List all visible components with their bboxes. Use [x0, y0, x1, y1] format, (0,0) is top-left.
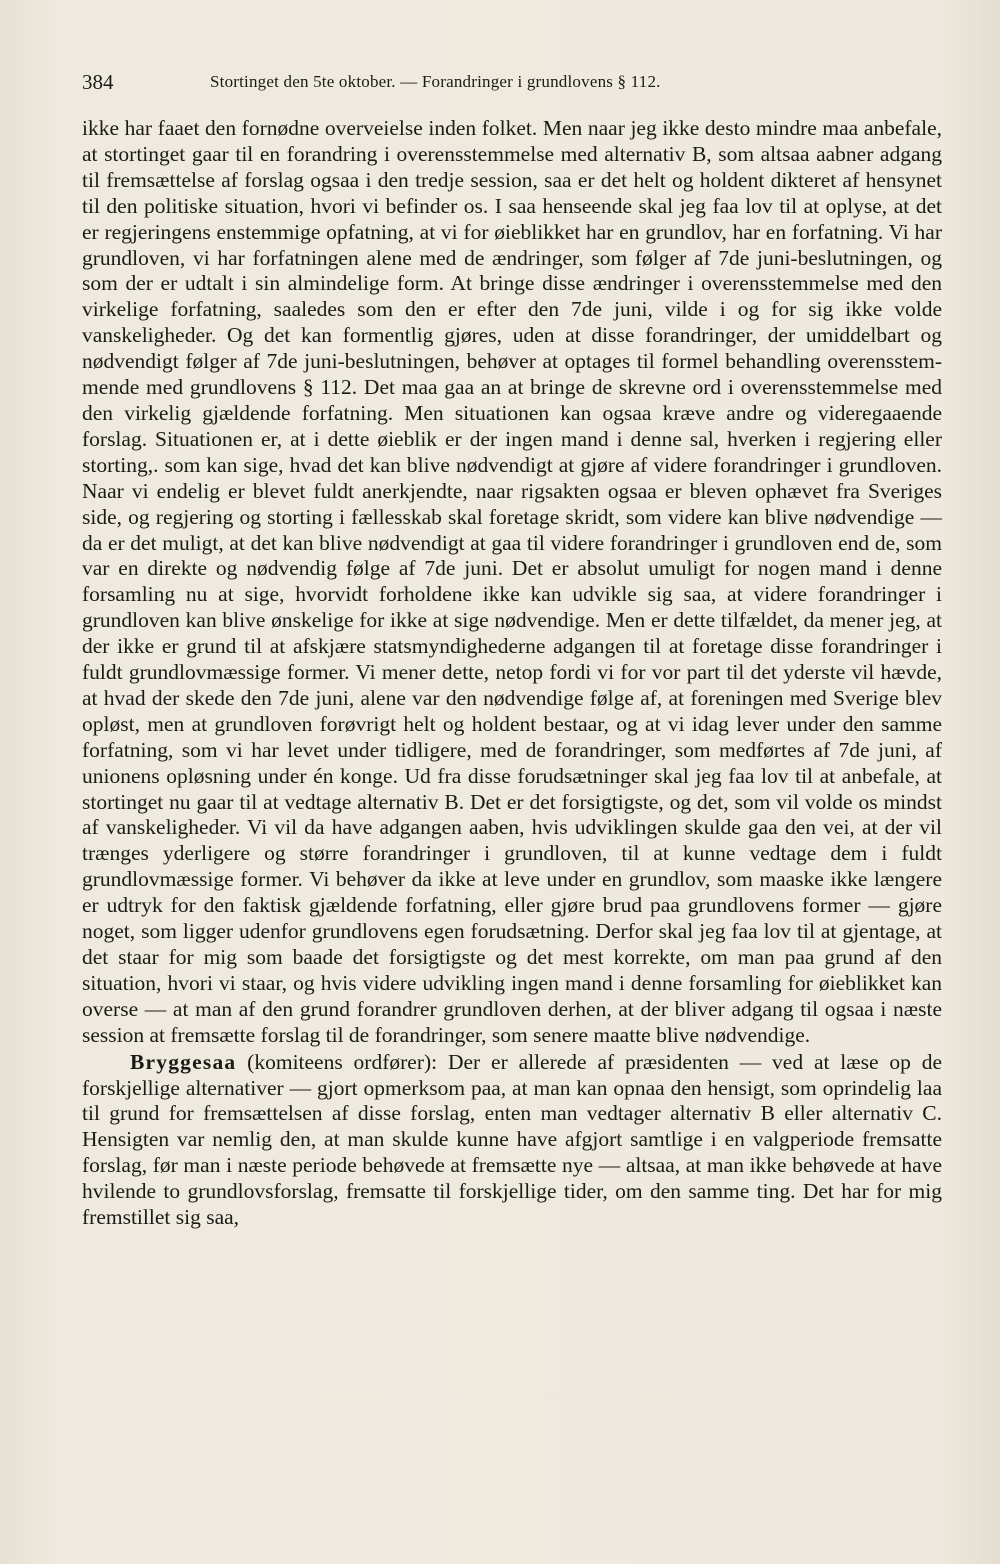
- speaker-name: Bryggesaa: [130, 1049, 237, 1074]
- document-body: [82, 116, 942, 1231]
- running-title: Stortinget den 5te oktober. — Forandringer i grundlovens § 112.: [210, 72, 661, 91]
- page-number: 384: [82, 70, 114, 94]
- paragraph-text: ikke har faaet den fornødne overveielse inden folket. Men naar jeg ikke desto mindre maa anbefale, at stortinget gaar til en forandring i overensstemmelse med alternativ B, som altsaa aabner adgang til fremsættelse af forslag ogsaa i den tredje session, saa er det helt og holdent dikteret af hensynet til den politiske situation, hvori vi befinder os. I saa henseende skal jeg faa lov til at oplyse, at det er regjeringens enstemmige opfatning, at vi for øieblikket har en grundlov, har en forfatning. Vi har grundloven, vi har forfatningen alene med de ændringer, som følger af 7de juni-beslutningen, og som der er udtalt i sin almindelige form. At bringe disse ændringer i overensstemmelse med den virkelige forfatning, saaledes som den er efter den 7de juni, vilde i og for sig ikke volde vanskeligheder. Og det kan formentlig gjøres, uden at disse forandringer, der umiddelbart og nødvendigt følger af 7de juni-beslutningen, behøver at optages til formel behandling overensstemmende med grundlovens § 112. Det maa gaa an at bringe de skrevne ord i overensstemmelse med den virkelig gjældende forfatning. Men situationen kan ogsaa kræve andre og videregaaende forslag. Situationen er, at i dette øieblik er der ingen mand i denne sal, hverken i regjering eller storting,. som kan sige, hvad det kan blive nødvendigt at gjøre af videre forandringer i grundloven. Naar vi endelig er blevet fuldt anerkjendte, naar rigsakten ogsaa er bleven ophævet fra Sveriges side, og regjering og storting i fællesskab skal foretage skridt, som videre kan blive nødvendige — da er det muligt, at det kan blive nødvendigt at gaa til videre forandringer i grundloven end de, som var en direkte og nødvendig følge af 7de juni. Det er absolut umuligt for nogen mand i denne forsamling nu at sige, hvorvidt forholdene ikke kan udvikle sig saa, at videre forandringer i grundloven kan blive ønskelige for ikke at sige nødvendige. Men er dette tilfældet, da mener jeg, at der ikke er grund til at afskjære statsmyndighederne adgangen til at foretage disse forandringer i fuldt grundlovmæssige former. Vi mener dette, netop fordi vi for vor part til det yderste vil hævde, at hvad der skede den 7de juni, alene var den nødvendige følge af, at foreningen med Sverige blev opløst, men at grundloven forøvrigt helt og holdent bestaar, og at vi idag lever under den samme forfatning, som vi har levet under tidligere, med de forandringer, som medførtes af 7de juni, af unionens opløsning under én konge. Ud fra disse forudsætninger skal jeg faa lov til at anbefale, at stortinget nu gaar til at vedtage alternativ B. Det er det forsigtigste, og det, som vil volde os mindst af vanskeligheder. Vi vil da have adgangen aaben, hvis udviklingen skulde gaa den vei, at der vil trænges yderligere og større forandringer i grundloven, til at kunne vedtage dem i fuldt grundlovmæssige former. Vi behøver da ikke at leve under en grundlov, som maaske ikke længere er udtryk for den faktisk gjældende forfatning, eller gjøre brud paa grundlovens former — gjøre noget, som ligger udenfor grundlovens egen forudsætning. Derfor skal jeg faa lov til at gjentage, at det staar for mig som baade det forsigtigste og det mest korrekte, om man paa grund af den situation, hvori vi staar, og hvis videre udvikling ingen mand i denne forsamling for øieblikket kan overse — at man af den grund forandrer grundloven derhen, at der bliver adgang til ogsaa i næste session at fremsætte forslag til de forandringer, som senere maatte blive nødvendige.: [82, 116, 942, 1047]
- running-header: [82, 70, 942, 100]
- paragraph-text: (komiteens ordfører): Der er allerede af præsidenten — ved at læse op de forskjellige alternativer — gjort opmerksom paa, at man kan opnaa den hensigt, som oprindelig laa til grund for fremsættelsen af disse forslag, enten man vedtager alternativ B eller alternativ C. Hensigten var nemlig den, at man skulde kunne have afgjort samtlige i en valgperiode fremsatte forslag, før man i næste periode behøvede at fremsætte nye — altsaa, at man ikke behøvede at have hvilende to grundlovsforslag, fremsatte til forskjellige tider, om den samme ting. Det har for mig fremstillet sig saa,: [82, 1049, 942, 1230]
- paragraph-bryggesaa: [82, 1050, 942, 1231]
- paragraph-continuation: [82, 116, 942, 1049]
